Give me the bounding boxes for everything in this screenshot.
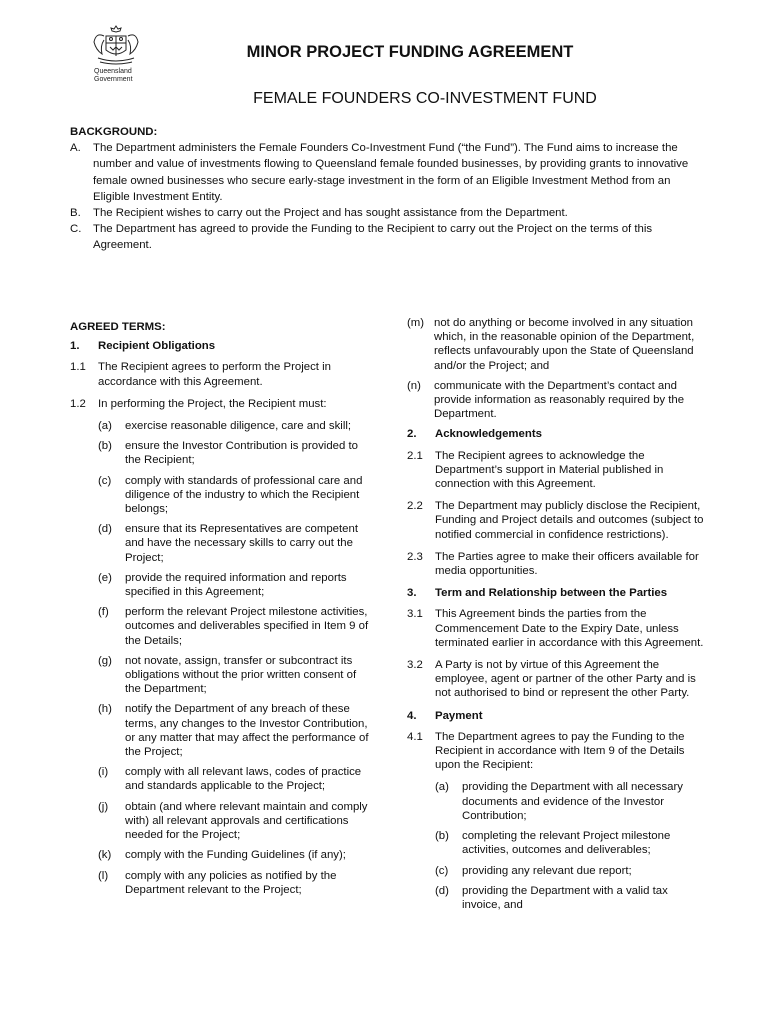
section-heading — [70, 339, 370, 353]
sub-clause-text: completing the relevant Project milestone activities, outcomes and deliverables; — [462, 830, 671, 857]
sub-clause-label: (n) — [407, 379, 421, 392]
clause-number: 3.2 — [407, 659, 423, 672]
sub-clause-label: (g) — [98, 654, 112, 667]
logo-wordmark: Queensland Government — [94, 68, 133, 83]
sub-clause-label: (i) — [98, 766, 109, 779]
clause-text: The Department may publicly disclose the Recipient, Funding and Project details and outcomes (subject to notified commercial in confidence restrictions). — [435, 500, 704, 541]
clause — [70, 397, 370, 411]
clause-text: The Department agrees to pay the Funding to the Recipient in accordance with Item 9 of the Details upon the Recipient: — [435, 730, 685, 772]
item-label: B. — [70, 207, 81, 220]
sub-clause-text: providing the Department with a valid tax invoice, and — [462, 884, 668, 911]
clause-text: This Agreement binds the parties from the Commencement Date to the Expiry Date, unless terminated earlier in accordance with this Agreement. — [435, 608, 704, 649]
sub-clause — [98, 522, 370, 565]
sub-clause-label: (k) — [98, 849, 112, 862]
section-number: 1. — [70, 340, 80, 353]
clause — [407, 658, 709, 701]
section-title: Acknowledgements — [435, 428, 542, 441]
sub-clause-text: notify the Department of any breach of these terms, any changes to the Investor Contribution, or any matter that may affect the performance of the Project; — [125, 703, 369, 759]
sub-clause-label: (f) — [98, 606, 109, 619]
sub-clause-text: exercise reasonable diligence, care and skill; — [125, 420, 352, 433]
item-label: C. — [70, 223, 82, 236]
sub-clause — [435, 780, 709, 823]
sub-clause-text: comply with any policies as notified by the Department relevant to the Project; — [125, 869, 337, 896]
clause — [70, 360, 370, 388]
clause-text: A Party is not by virtue of this Agreement the employee, agent or partner of the other Party and is not authorised to bind or represent the other Party. — [435, 659, 696, 700]
sub-clause-text: not do anything or become involved in any situation which, in the reasonable opinion of the Department, reflects unfavourably upon the State of Queensland and/or the Project; and — [434, 317, 695, 372]
clause-number: 3.1 — [407, 608, 423, 621]
sub-clause — [98, 605, 370, 648]
sub-clause — [407, 379, 709, 422]
sub-clause-text: obtain (and where relevant maintain and comply with) all relevant approvals and certifications needed for the Project; — [125, 800, 368, 842]
sub-clause — [407, 316, 709, 373]
sub-clause — [98, 571, 370, 599]
clause-number: 4.1 — [407, 730, 423, 743]
background-section — [70, 124, 710, 254]
sub-clause — [435, 884, 709, 912]
clause-text: The Parties agree to make their officers available for media opportunities. — [435, 550, 699, 578]
sub-clause — [435, 829, 709, 857]
background-item — [70, 140, 710, 205]
sub-clause-label: (c) — [435, 864, 449, 877]
sub-clause-text: provide the required information and reports specified in this Agreement; — [125, 571, 347, 599]
item-text: The Department has agreed to provide the Funding to the Recipient to carry out the Project on the terms of this Agreement. — [93, 223, 653, 252]
section-number: 4. — [407, 709, 417, 722]
clause-number: 2.1 — [407, 449, 423, 462]
sub-clause-label: (d) — [98, 523, 112, 536]
sub-clause-text: not novate, assign, transfer or subcontract its obligations without the prior written consent of the Department; — [125, 654, 357, 696]
sub-clause — [98, 765, 370, 793]
sub-clause-label: (b) — [98, 440, 112, 453]
section-heading — [407, 427, 709, 441]
item-label: A. — [70, 142, 81, 155]
sub-clause-text: ensure the Investor Contribution is provided to the Recipient; — [125, 440, 359, 467]
item-text: The Department administers the Female Founders Co-Investment Fund (“the Fund”). The Fund aims to increase the number and value of investments flowing to Queensland female founded businesses, by providing grants to innovative female owned businesses who secure early-stage investment in the form of an Eligible Investment Method from an Eligible Investment Entity. — [93, 142, 689, 203]
sub-clause — [98, 439, 370, 467]
sub-clause — [98, 654, 370, 697]
left-column — [70, 320, 370, 903]
section-number: 3. — [407, 587, 417, 600]
sub-clause — [435, 864, 709, 878]
sub-clause — [98, 419, 370, 433]
clause — [407, 499, 709, 542]
sub-clause-label: (j) — [98, 800, 109, 813]
sub-clause-label: (l) — [98, 869, 109, 882]
section-heading — [407, 586, 709, 600]
sub-clause-label: (d) — [435, 884, 449, 897]
sub-clause-text: comply with the Funding Guidelines (if any); — [125, 849, 346, 862]
item-text: The Recipient wishes to carry out the Project and has sought assistance from the Department. — [93, 207, 568, 220]
clause — [407, 607, 709, 650]
right-column — [407, 316, 709, 918]
sub-clause — [98, 800, 370, 843]
section-title: Payment — [435, 709, 483, 722]
sub-clause-label: (e) — [98, 571, 112, 584]
section-title: Term and Relationship between the Parties — [435, 587, 668, 600]
sub-clause — [98, 869, 370, 897]
clause-number: 2.3 — [407, 550, 423, 563]
sub-clause-text: comply with standards of professional care and diligence of the industry to which the Recipient belongs; — [125, 474, 363, 516]
sub-clause-label: (m) — [407, 317, 425, 329]
background-heading: BACKGROUND: — [70, 126, 158, 138]
sub-clause-text: communicate with the Department’s contact and provide information as reasonably required by the Department. — [434, 379, 685, 421]
sub-clause-label: (h) — [98, 703, 112, 716]
document-subtitle: FEMALE FOUNDERS CO-INVESTMENT FUND — [253, 90, 597, 107]
clause-text: The Recipient agrees to acknowledge the Department’s support in Material published in connection with this Agreement. — [435, 449, 664, 491]
clause-number: 1.2 — [70, 397, 86, 410]
clause-number: 2.2 — [407, 500, 423, 513]
clause-text: In performing the Project, the Recipient must: — [98, 397, 327, 410]
sub-clause — [98, 848, 370, 862]
document-title: MINOR PROJECT FUNDING AGREEMENT — [246, 43, 574, 61]
clause — [407, 730, 709, 773]
sub-clause-text: providing the Department with all necessary documents and evidence of the Investor Contribution; — [462, 781, 683, 822]
clause-number: 1.1 — [70, 361, 86, 374]
sub-clause-text: perform the relevant Project milestone activities, outcomes and deliverables specified in Item 9 of the Details; — [125, 606, 369, 647]
sub-clause-label: (b) — [435, 830, 449, 843]
section-number: 2. — [407, 428, 417, 441]
clause — [407, 449, 709, 492]
sub-clause — [98, 474, 370, 517]
clause-text: The Recipient agrees to perform the Project in accordance with this Agreement. — [98, 361, 331, 388]
sub-clause-label: (a) — [98, 420, 112, 433]
sub-clause-text: comply with all relevant laws, codes of practice and standards applicable to the Project; — [125, 766, 362, 793]
clause — [407, 550, 709, 578]
section-heading — [407, 709, 709, 723]
sub-clause-text: ensure that its Representatives are competent and have the necessary skills to carry out the Project; — [125, 523, 359, 564]
background-item — [70, 205, 710, 221]
sub-clause — [98, 702, 370, 759]
sub-clause-label: (a) — [435, 781, 449, 794]
background-item — [70, 221, 710, 253]
sub-clause-label: (c) — [98, 474, 112, 487]
section-title: Recipient Obligations — [98, 340, 216, 353]
sub-clause-text: providing any relevant due report; — [462, 864, 632, 877]
agreed-terms-heading: AGREED TERMS: — [70, 321, 166, 333]
